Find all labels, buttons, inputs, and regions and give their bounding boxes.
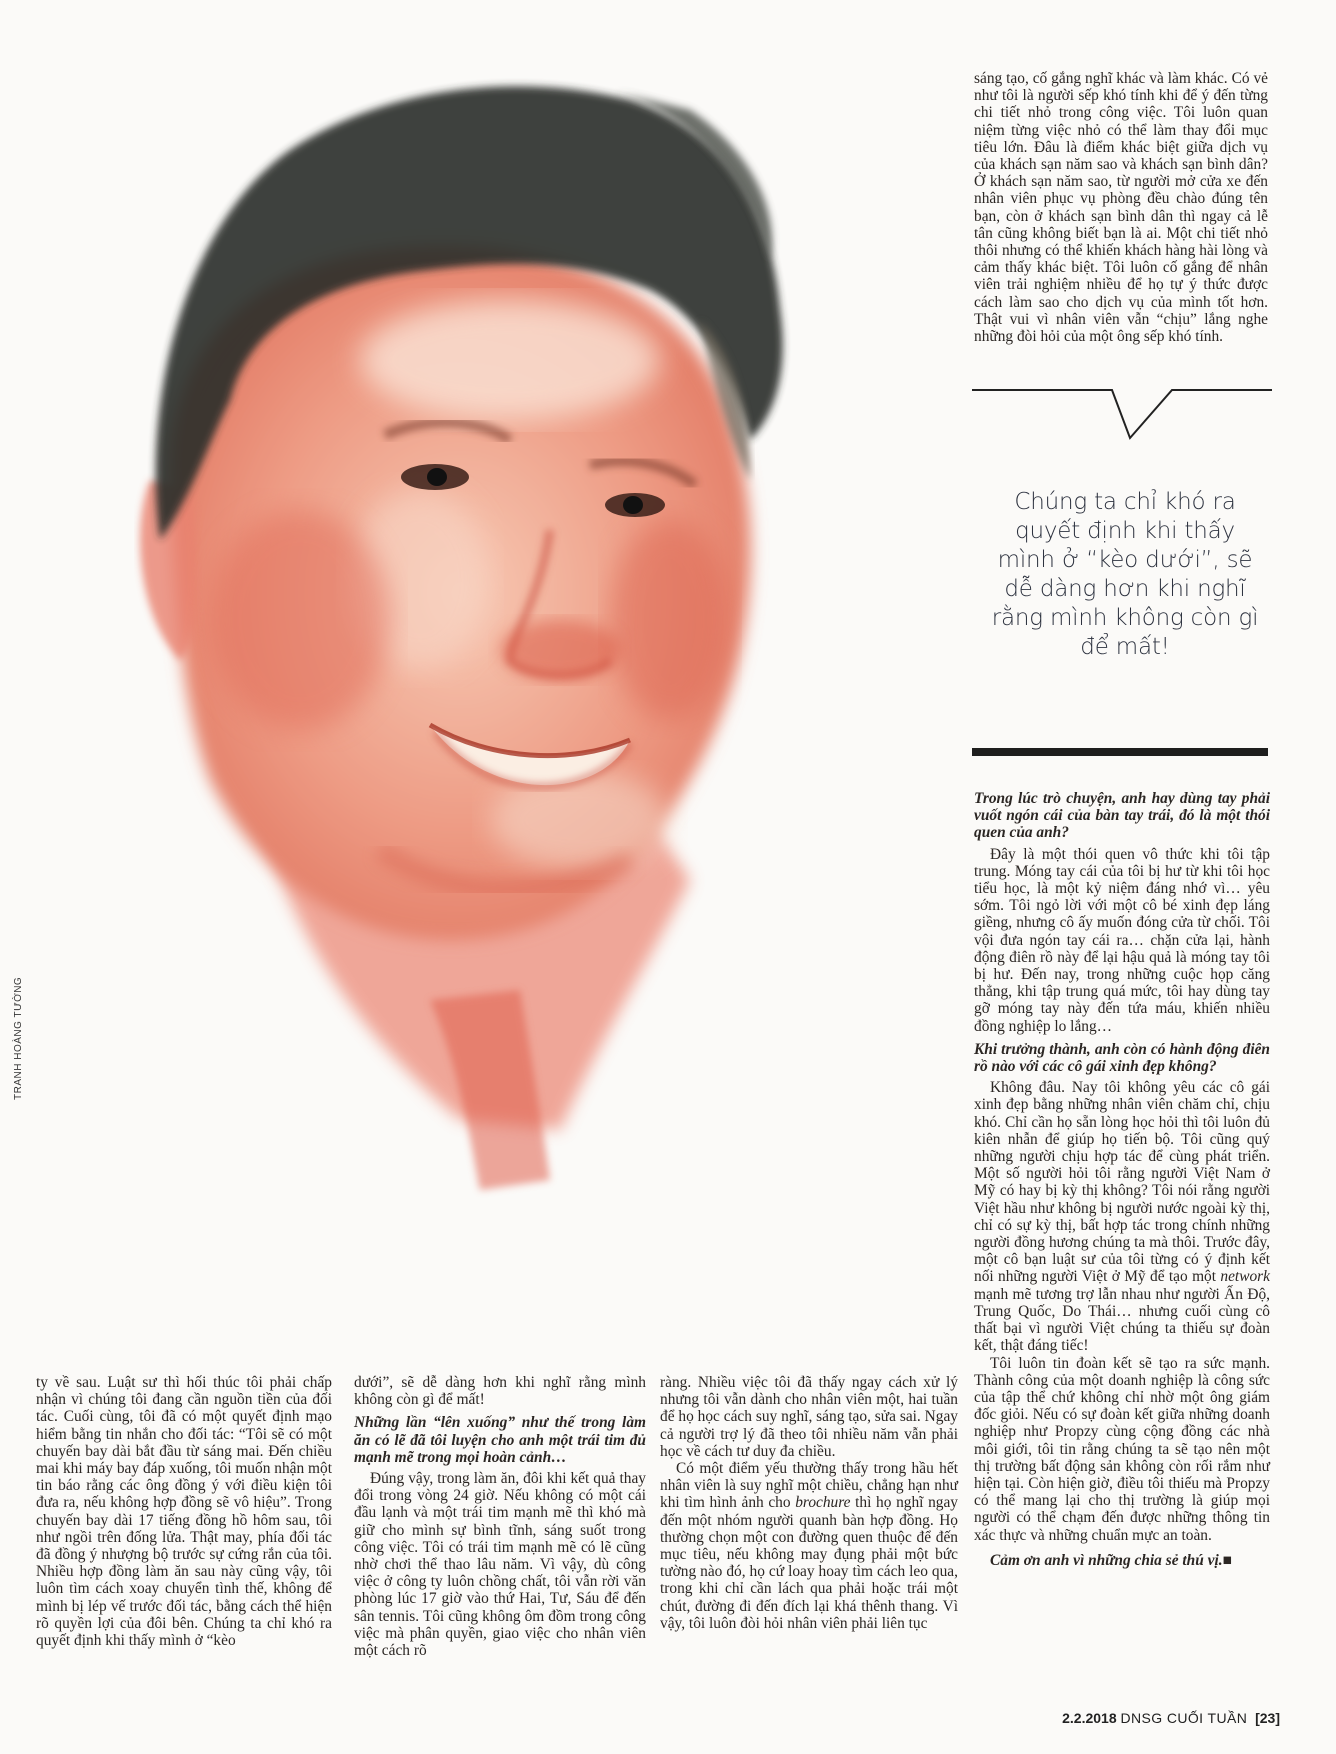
issue-date: 2.2.2018	[1062, 1710, 1117, 1726]
pull-quote: Chúng ta chỉ khó ra quyết định khi thấy mình ở “kèo dưới”, sẽ dễ dàng hơn khi nghĩ rằng mình không còn gì để mất!	[991, 489, 1259, 660]
publication-name: DNSG CUỐI TUẦN	[1120, 1710, 1248, 1726]
interview-question: Trong lúc trò chuyện, anh hay dùng tay phải vuốt ngón cái của bàn tay trái, đó là một thói quen của anh?	[974, 790, 1270, 842]
paragraph	[660, 1460, 958, 1632]
section-divider	[972, 748, 1268, 756]
closing-text: Cảm ơn anh vì những chia sẻ thú vị.	[990, 1551, 1223, 1569]
top-right-column	[974, 70, 1268, 345]
paragraph: Đây là một thói quen vô thức khi tôi tập trung. Móng tay cái của tôi bị hư từ khi tôi học tiểu học, là một kỷ niệm đáng nhớ vì… yêu sớm. Tôi ngỏ lời với một cô bé xinh đẹp láng giềng, nhưng cô ấy muốn đóng cửa từ chối. Tôi vội đưa ngón tay cái ra… chặn cửa lại, hành động điên rồ này để lại hậu quả là móng tay tôi bị hư. Đến nay, trong những cuộc họp căng thẳng, khi tập trung quá mức, tôi hay dùng tay gỡ móng tay này đến tứa máu, khiến nhiều đồng nghiệp lo lắng…	[974, 845, 1270, 1035]
page-number: [23]	[1255, 1710, 1280, 1726]
watercolor-portrait	[130, 60, 860, 1260]
text-run: Có một điểm yếu thường thấy trong hầu hết nhân viên là suy nghĩ một chiều, chẳng hạn như khi tìm hình ảnh cho	[660, 1460, 958, 1512]
paragraph: dưới”, sẽ dễ dàng hơn khi nghĩ rằng mình không còn gì để mất!	[354, 1374, 646, 1409]
paragraph: ty về sau. Luật sư thì hối thúc tôi phải chấp nhận vì chúng tôi đang cần nguồn tiền của đối tác. Cuối cùng, tôi đã có một quyết định mạo hiểm bằng tin nhắn cho đối tác: “Tôi sẽ có một chuyến bay dài bắt đầu từ sáng mai. Đến chiều mai khi máy bay đáp xuống, tôi muốn nhận một tin báo rằng các ông đồng ý với điều kiện tôi đưa ra, nếu không hợp đồng sẽ vô hiệu”. Trong chuyến bay dài 17 tiếng đồng hồ hôm sau, tôi như ngồi trên đống lửa. Thật may, phía đối tác đã đồng ý nhượng bộ trước sự cứng rắn của tôi. Nhiều hợp đồng làm ăn sau này cũng vậy, tôi luôn tìm cách xoay chuyển tình thế, không để mình bị lép vế trước đối tác, bằng cách thể hiện rõ quyền lợi của đôi bên. Chúng ta chỉ khó ra quyết định khi thấy mình ở “kèo	[36, 1374, 332, 1650]
closing-line	[974, 1552, 1270, 1569]
end-mark-icon: ■	[1222, 1551, 1232, 1569]
column-4	[974, 784, 1270, 1569]
interview-question: Khi trưởng thành, anh còn có hành động điên rồ nào với các cô gái xinh đẹp không?	[974, 1040, 1270, 1076]
column-3	[660, 1374, 958, 1632]
paragraph: sáng tạo, cố gắng nghĩ khác và làm khác. Có vẻ như tôi là người sếp khó tính khi để ý đến từng chi tiết nhỏ trong công việc. Tôi luôn quan niệm từng việc nhỏ có thể làm thay đổi mục tiêu lớn. Đâu là điểm khác biệt giữa dịch vụ của khách sạn năm sao và khách sạn bình dân? Ở khách sạn năm sao, từ người mở cửa xe đến nhân viên phục vụ phòng đều chào đúng tên bạn, còn ở khách sạn bình dân thì ngay cả lễ tân cũng không biết bạn là ai. Một chi tiết nhỏ thôi nhưng có thể khiến khách hàng hài lòng và cảm thấy khác biệt. Tôi luôn cố gắng để nhân viên trải nghiệm nhiều để họ tự ý thức được cách làm sao cho dịch vụ của mình tốt hơn. Thật vui vì nhân viên vẫn “chịu” lắng nghe những đòi hỏi của một ông sếp khó tính.	[974, 70, 1268, 346]
paragraph: Đúng vậy, trong làm ăn, đôi khi kết quả thay đổi trong vòng 24 giờ. Nếu không có một cái đầu lạnh và một trái tim mạnh mẽ thì khó mà giữ cho mình sự bình tĩnh, sáng suốt trong công việc. Tôi có trái tim mạnh mẽ có lẽ cũng nhờ chơi thể thao lâu năm. Vì vậy, dù công việc ở công ty luôn chồng chất, tôi vẫn rời văn phòng lúc 17 giờ vào thứ Hai, Tư, Sáu để đến sân tennis. Tôi cũng không ôm đồm trong công việc mà phân quyền, giao việc cho nhân viên một cách rõ	[354, 1470, 646, 1660]
emphasis: network	[1220, 1268, 1270, 1286]
interview-question: Những lần “lên xuống” như thế trong làm ăn có lẽ đã tôi luyện cho anh một trái tim đủ mạnh mẽ trong mọi hoàn cảnh…	[354, 1414, 646, 1466]
column-2	[354, 1374, 646, 1659]
speech-bubble-divider	[972, 388, 1272, 442]
emphasis: brochure	[795, 1494, 851, 1512]
text-run: thì họ nghĩ ngay đến một nhóm người quanh bàn hợp đồng. Họ thường chọn một con đường quen thuộc để đến mục tiêu, nếu không may đụng phải một bức tường nào đó, họ cứ loay hoay tìm cách leo qua, trong khi chỉ cần lách qua phải hoặc trái một chút, đường đi đến đích lại khá thênh thang. Vì vậy, tôi luôn đòi hỏi nhân viên phải liên tục	[660, 1494, 958, 1632]
paragraph: Tôi luôn tin đoàn kết sẽ tạo ra sức mạnh. Thành công của một doanh nghiệp là công sức của tập thể chứ không chỉ nhờ một ông giám đốc giỏi. Nếu có sự đoàn kết giữa những doanh nghiệp như Propzy cùng cộng đồng các nhà môi giới, tôi tin rằng chúng ta sẽ tạo nên một thị trường bất động sản không còn rối rắm như hiện tại. Còn hiện giờ, điều tôi thiếu mà Propzy có thể mang lại cho thị trường là giúp mọi người có thể chạm đến được những thông tin xác thực và những chuẩn mực an toàn.	[974, 1354, 1270, 1544]
text-run: Không đâu. Nay tôi không yêu các cô gái xinh đẹp bằng những nhân viên chăm chỉ, chịu khó. Chỉ cần họ sẵn lòng học hỏi thì tôi luôn đủ kiên nhẫn để giúp họ tiến bộ. Tôi cũng quý những người chịu hợp tác để cùng phát triển. Một số người hỏi tôi rằng người Việt Nam ở Mỹ có hay bị kỳ thị không? Tôi nói rằng người Việt hầu như không bị người nước ngoài kỳ thị, chỉ có sự kỳ thị, bất hợp tác trong chính những người đồng hương chúng ta mà thôi. Trước đây, một cô bạn luật sư của tôi từng có ý định kết nối những người Việt ở Mỹ để tạo một	[974, 1079, 1270, 1286]
text-run: mạnh mẽ tương trợ lẫn nhau như người Ấn Độ, Trung Quốc, Do Thái… nhưng cuối cùng cô thất bại vì người Việt chúng ta thiếu sự đoàn kết, thật đáng tiếc!	[974, 1285, 1270, 1355]
column-1	[36, 1374, 332, 1649]
page-footer	[1062, 1710, 1280, 1726]
illustration-credit: TRANH HOÀNG TƯỜNG	[13, 976, 24, 1100]
paragraph: ràng. Nhiều việc tôi đã thấy ngay cách xử lý nhưng tôi vẫn dành cho nhân viên một, hai tuần để họ học cách suy nghĩ, sáng tạo, sửa sai. Ngay cả người trợ lý đã theo tôi nhiều năm vẫn phải học về cách tư duy đa chiều.	[660, 1374, 958, 1460]
paragraph	[974, 1079, 1270, 1354]
